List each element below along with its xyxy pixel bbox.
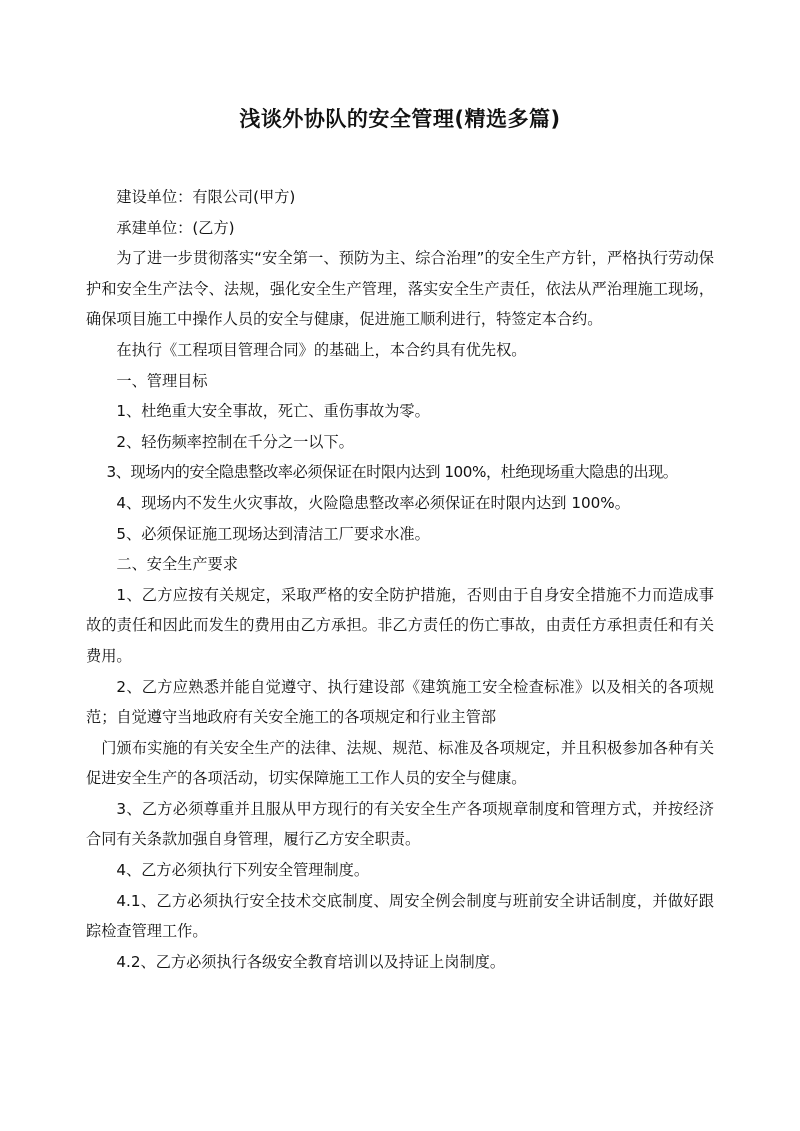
paragraph-requirement-2-continued: 门颁布实施的有关安全生产的法律、法规、规范、标准及各项规定，并且积极参加各种有关促进安全生产的各项活动，切实保障施工工作人员的安全与健康。 [86, 738, 714, 788]
paragraph-construction-unit: 建设单位：有限公司(甲方) [116, 188, 296, 206]
paragraph-requirement-1: 1、乙方应按有关规定，采取严格的安全防护措施，否则由于自身安全措施不力而造成事故的责任和因此而发生的费用由乙方承担。非乙方责任的伤亡事故，由责任方承担责任和有关费用。 [86, 585, 714, 665]
paragraph-goal-1: 1、杜绝重大安全事故，死亡、重伤事故为零。 [116, 402, 430, 421]
section-heading-management-goals: 一、管理目标 [116, 371, 208, 390]
paragraph-goal-5: 5、必须保证施工现场达到清洁工厂要求水准。 [116, 524, 430, 543]
paragraph-requirement-4-2: 4.2、乙方必须执行各级安全教育培训以及持证上岗制度。 [116, 952, 506, 971]
paragraph-goal-3: 3、现场内的安全隐患整改率必须保证在时限内达到 100%，杜绝现场重大隐患的出现。 [106, 463, 678, 482]
section-heading-safety-requirements: 二、安全生产要求 [116, 555, 238, 574]
paragraph-requirement-3: 3、乙方必须尊重并且服从甲方现行的有关安全生产各项规章制度和管理方式，并按经济合同有关条款加强自身管理，履行乙方安全职责。 [86, 799, 714, 849]
document-title: 浅谈外协队的安全管理(精选多篇) [239, 107, 561, 131]
paragraph-requirement-4-1: 4.1、乙方必须执行安全技术交底制度、周安全例会制度与班前安全讲话制度，并做好跟踪检查管理工作。 [86, 891, 714, 941]
paragraph-requirement-4: 4、乙方必须执行下列安全管理制度。 [116, 861, 370, 880]
paragraph-contractor-unit: 承建单位：(乙方) [116, 218, 235, 237]
paragraph-requirement-2: 2、乙方应熟悉并能自觉遵守、执行建设部《建筑施工安全检查标准》以及相关的各项规范；自觉遵守当地政府有关安全施工的各项规定和行业主管部 [86, 677, 714, 727]
paragraph-goal-2: 2、轻伤频率控制在千分之一以下。 [116, 432, 354, 451]
paragraph-priority: 在执行《工程项目管理合同》的基础上，本合约具有优先权。 [116, 340, 527, 359]
paragraph-goal-4: 4、现场内不发生火灾事故，火险隐患整改率必须保证在时限内达到 100%。 [116, 493, 630, 512]
document-body [86, 182, 714, 977]
paragraph-preamble: 为了进一步贯彻落实“安全第一、预防为主、综合治理”的安全生产方针，严格执行劳动保护和安全生产法令、法规，强化安全生产管理，落实安全生产责任，依法从严治理施工现场，确保项目施工中操作人员的安全与健康，促进施工顺利进行，特签定本合约。 [86, 249, 714, 329]
